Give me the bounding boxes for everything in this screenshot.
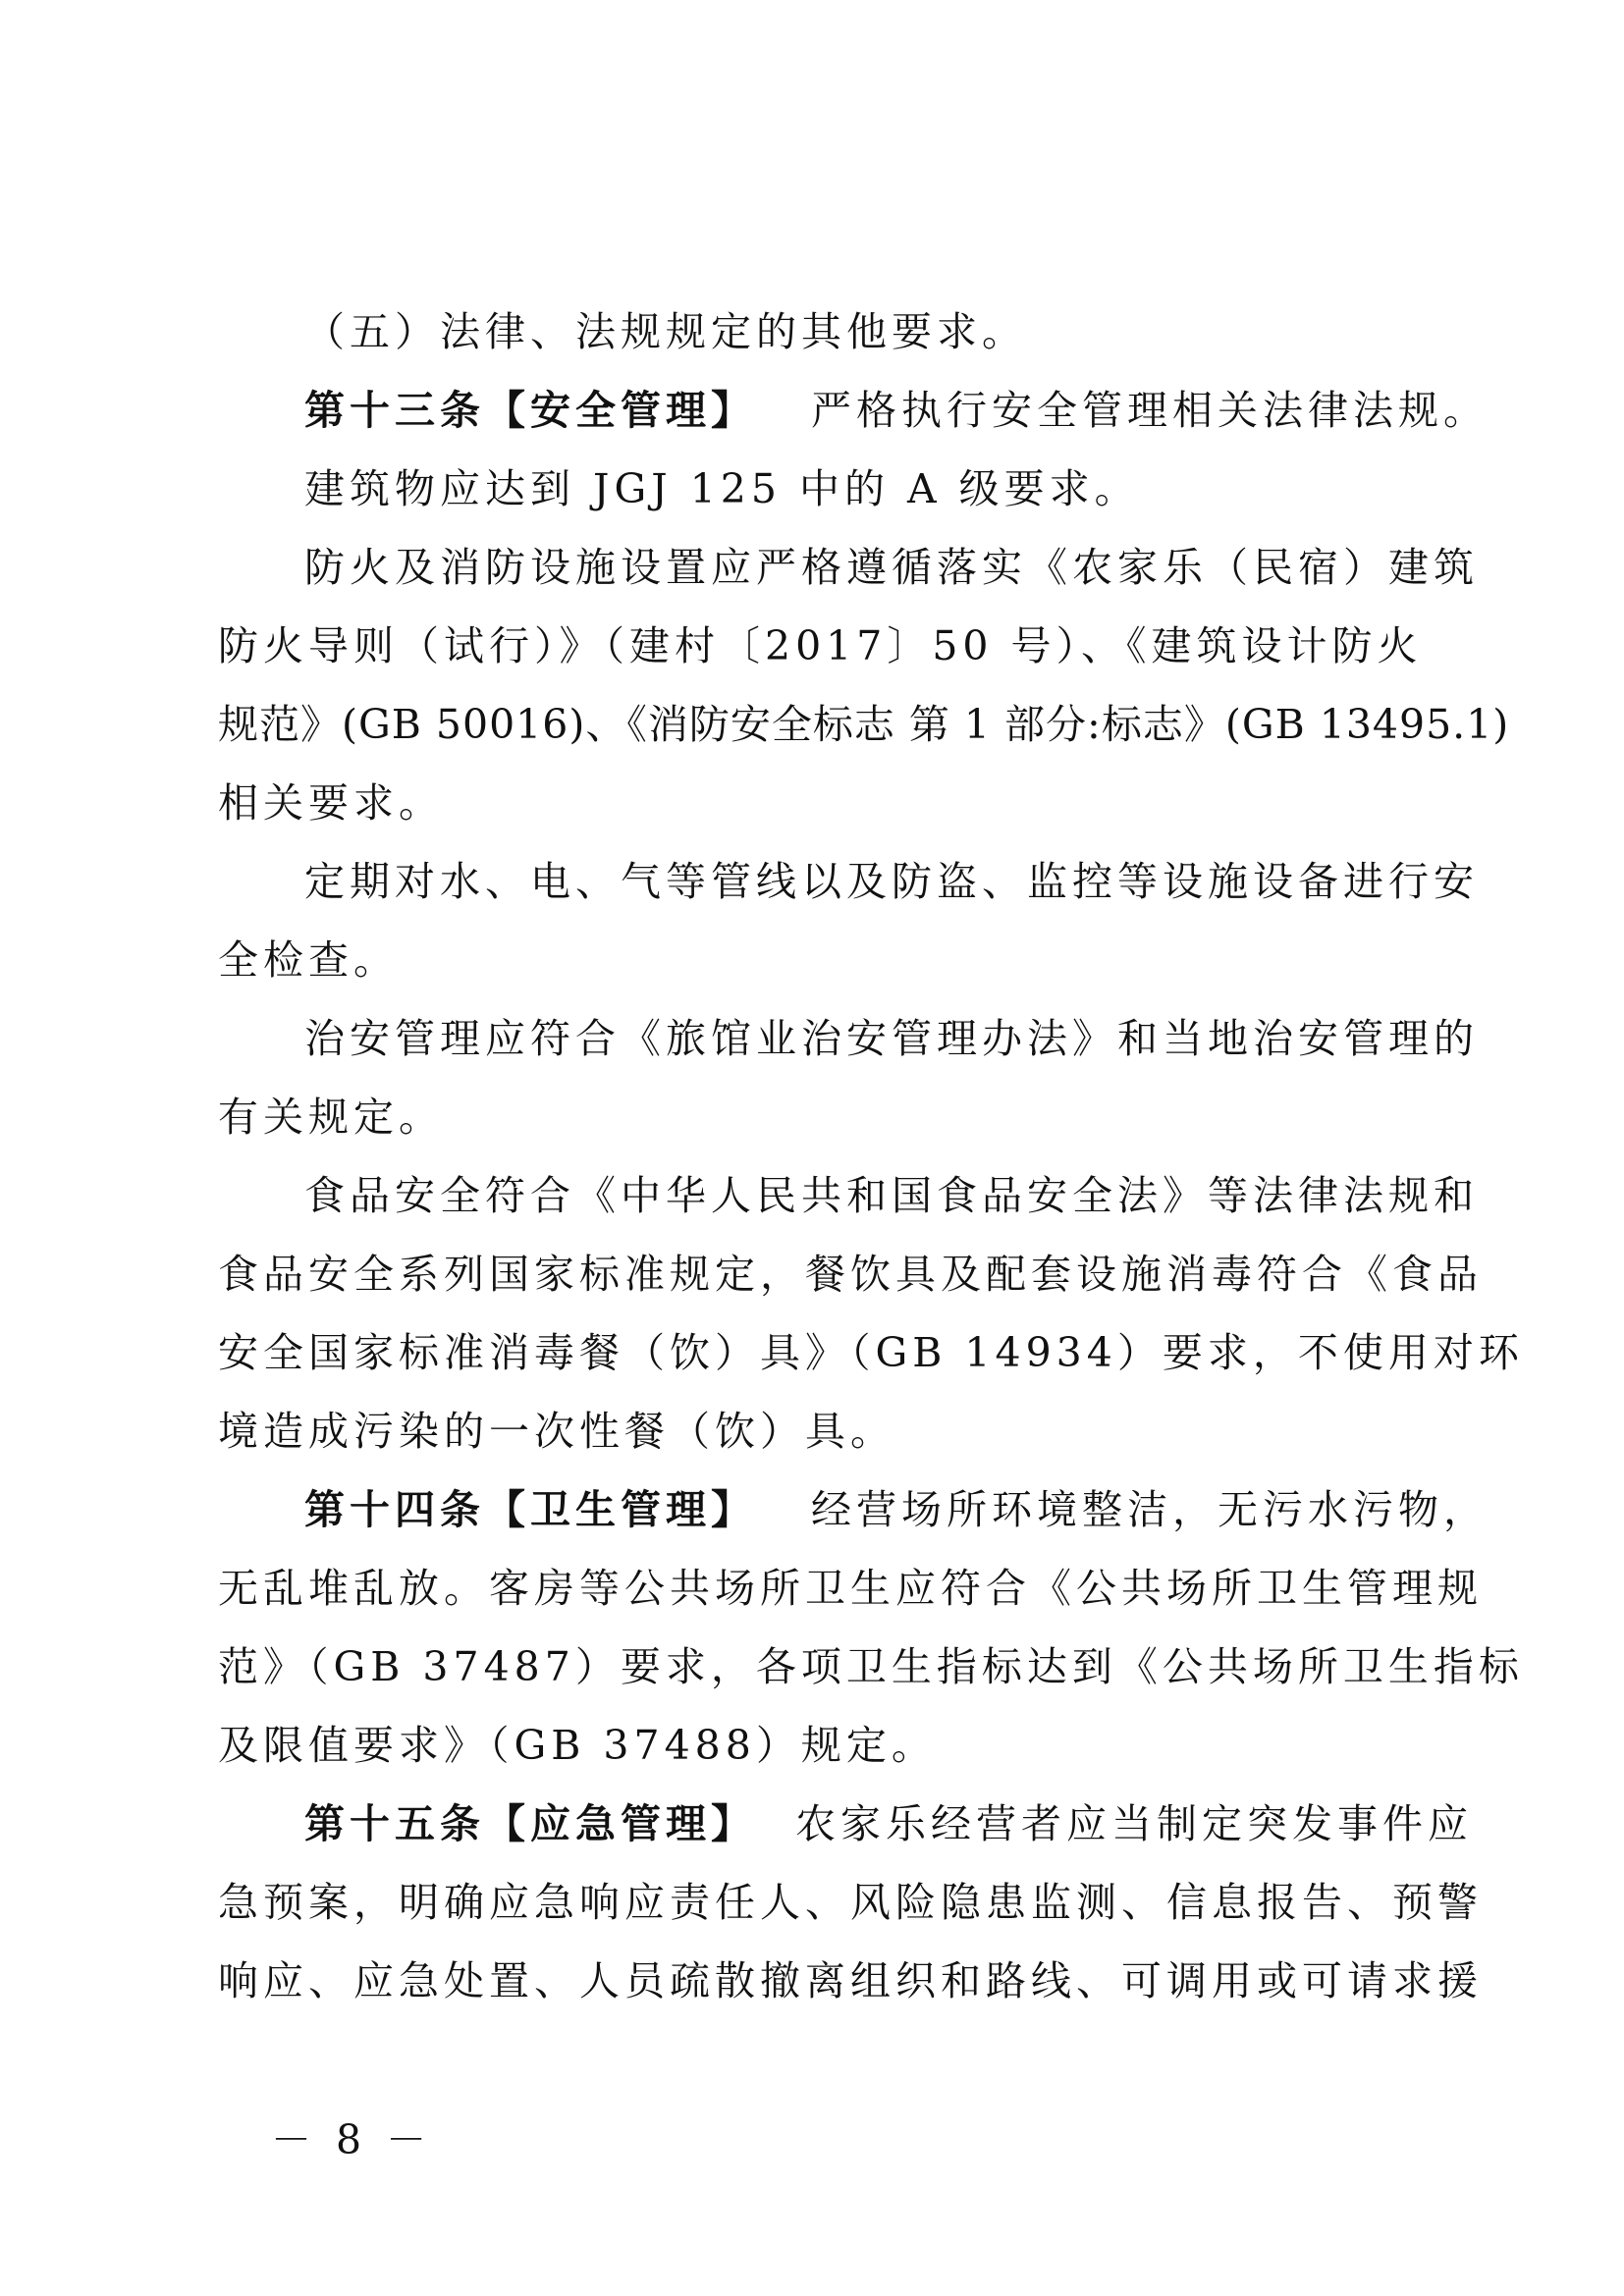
paragraph-line: 急预案，明确应急响应责任人、风险隐患监测、信息报告、预警 (218, 1879, 1483, 1926)
paragraph-line: 有关规定。 (218, 1094, 444, 1141)
paragraph-line: 防火导则（试行）》（建村〔2017〕50 号）、《建筑设计防火 (218, 622, 1423, 669)
paragraph-line: 防火及消防设施设置应严格遵循落实《农家乐（民宿）建筑 (304, 544, 1479, 591)
article-15-heading: 第十五条【应急管理】 (304, 1800, 756, 1847)
page-number: － 8 － (271, 2116, 433, 2163)
paragraph-line: 食品安全系列国家标准规定，餐饮具及配套设施消毒符合《食品 (218, 1251, 1483, 1298)
paragraph-line: （五）法律、法规规定的其他要求。 (304, 308, 1027, 355)
article-14-line (218, 1470, 1489, 1549)
body-text (218, 293, 1524, 2020)
paragraph-line: 定期对水、电、气等管线以及防盗、监控等设施设备进行安 (304, 858, 1479, 905)
paragraph-line: 无乱堆乱放。客房等公共场所卫生应符合《公共场所卫生管理规 (218, 1565, 1483, 1612)
paragraph-line: 全检查。 (218, 936, 399, 984)
article-15-line (218, 1785, 1473, 1863)
paragraph-line: 食品安全符合《中华人民共和国食品安全法》等法律法规和 (304, 1172, 1479, 1219)
paragraph-line: 响应、应急处置、人员疏散撤离组织和路线、可调用或可请求援 (218, 1957, 1483, 2004)
paragraph-line: 相关要求。 (218, 779, 444, 827)
paragraph-line: 安全国家标准消毒餐（饮）具》（GB 14934）要求，不使用对环 (218, 1329, 1524, 1376)
article-15-text: 农家乐经营者应当制定突发事件应 (795, 1800, 1473, 1847)
article-14-heading: 第十四条【卫生管理】 (304, 1486, 756, 1533)
article-14-text: 经营场所环境整洁，无污水污物， (811, 1486, 1489, 1533)
article-13-line (218, 371, 1489, 450)
article-13-heading: 第十三条【安全管理】 (304, 387, 756, 434)
paragraph-line: 及限值要求》（GB 37488）规定。 (218, 1722, 937, 1769)
paragraph-line: 建筑物应达到 JGJ 125 中的 A 级要求。 (304, 465, 1140, 512)
article-13-text: 严格执行安全管理相关法律法规。 (811, 387, 1489, 434)
paragraph-line: 境造成污染的一次性餐（饮）具。 (218, 1408, 895, 1455)
paragraph-line: 规范》(GB 50016)、《消防安全标志 第 1 部分:标志》(GB 13495.1) (218, 701, 1510, 748)
paragraph-line: 治安管理应符合《旅馆业治安管理办法》和当地治安管理的 (304, 1015, 1479, 1062)
paragraph-line: 范》（GB 37487）要求，各项卫生指标达到《公共场所卫生指标 (218, 1643, 1524, 1690)
